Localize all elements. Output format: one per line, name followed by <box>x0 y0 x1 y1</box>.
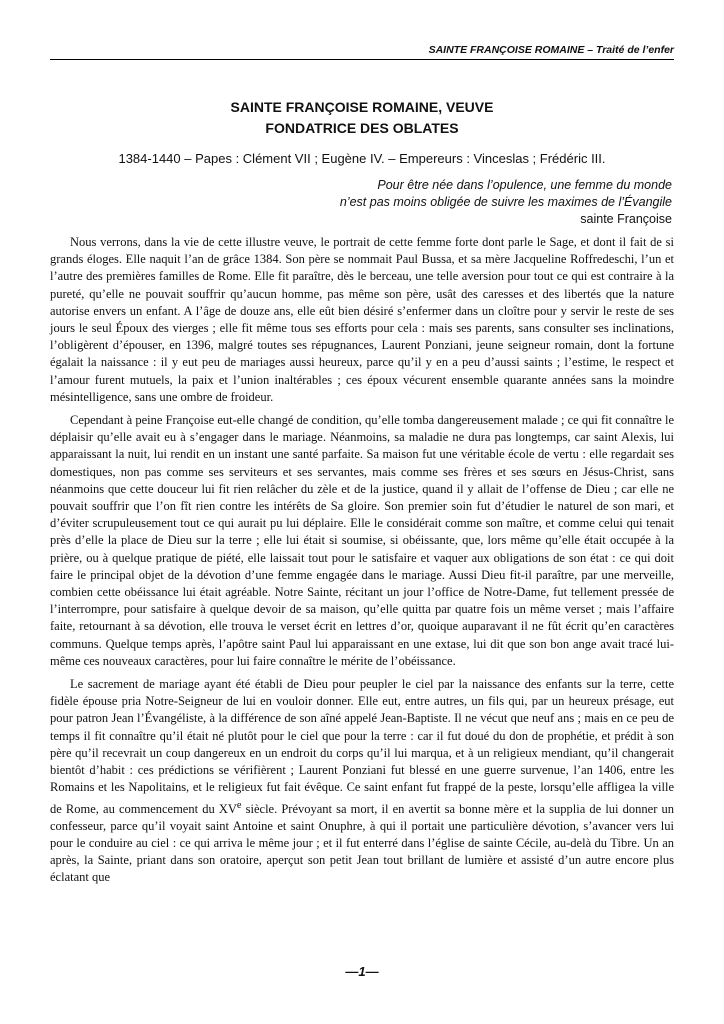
running-header <box>50 44 674 60</box>
epigraph-line-2: n’est pas moins obligée de suivre les maximes de l’Évangile <box>339 195 672 209</box>
dates-line: 1384-1440 – Papes : Clément VII ; Eugène IV. – Empereurs : Vinceslas ; Frédéric III. <box>118 151 606 166</box>
epigraph <box>252 177 672 228</box>
title-line-1: SAINTE FRANÇOISE ROMAINE, VEUVE <box>230 99 494 115</box>
title-line-2: FONDATRICE DES OBLATES <box>265 120 459 136</box>
body-text <box>50 234 674 893</box>
century-superscript: e <box>236 799 242 811</box>
paragraph-1: Nous verrons, dans la vie de cette illustre veuve, le portrait de cette femme forte dont parle le Sage, et dont il fait de si grands éloges. Elle naquit l’an de grâce 1384. Son père se nommait Paul Bussa, et sa mère Jacqueline Roffredeschi, l’un et l’autre des premières familles de Rome. Elle fit paraître, dès le berceau, une telle aversion pour tout ce qui est contraire à la pureté, qu’elle ne pouvait souffrir qu’aucun homme, pas même son père, usât des caresses et des libertés que la nature autorise envers un enfant. A l’âge de douze ans, elle eût bien désiré s’enfermer dans un cloître pour y servir le reste de ses jours le seul Époux des vierges ; elle fit même tous ses efforts pour cela : mais ses parents, sans consulter ses inclinations, l’obligèrent d’épouser, en 1396, malgré toutes ses répugnances, Laurent Ponziani, jeune seigneur romain, dont la fortune égalait la naissance : il y eut peu de mariages aussi heureux, parce qu’il y en a peu d’aussi saints ; l’estime, le respect et l’amour furent mutuels, la paix et l’union inaltérables ; ces époux vécurent ensemble quarante années sans la moindre mésintelligence, sans une ombre de froideur. <box>50 235 674 404</box>
page-number: —1— <box>345 964 379 979</box>
running-header-text: SAINTE FRANÇOISE ROMAINE – Traité de l’enfer <box>428 44 674 56</box>
paragraph-3 <box>50 676 674 887</box>
paragraph-3-part-2: siècle. Prévoyant sa mort, il en avertit sa bonne mère et la supplia de lui donner un confesseur, parce qu’il voyait saint Antoine et saint Onuphre, à qui il portait une particulière dévotion, s’avancer vers lui pour le conduire au ciel : ce qui arriva le même jour ; et il fut enterré dans l’église de sainte Cécile, au-delà du Tibre. Un an après, la Sainte, priant dans son oratoire, aperçut son petit Jean tout brillant de lumière et assisté d’un autre encore plus éclatant que <box>50 801 674 885</box>
paragraph-3-part-1: Le sacrement de mariage ayant été établi de Dieu pour peupler le ciel par la naissance des enfants sur la terre, cette fidèle épouse pria Notre-Seigneur de lui en vouloir donner. Elle eut, entre autres, un fils qui, par un heureux présage, eut pour patron Jean l’Évangéliste, à la différence de son aîné appelé Jean-Baptiste. Il ne vécut que neuf ans ; mais en ce peu de temps il fit connaître qu’il était né plutôt pour le ciel que pour la terre : car il fut doué du don de prophétie, et prédit à son père qu’il recevrait un coup dangereux en un endroit du corps qu’il lui marqua, et à un religieux mendiant, qu’il changerait bientôt d’habit : ces prédictions se vérifièrent ; Laurent Ponziani fut blessé en une guerre survenue, l’an 1406, entre les Romains et les Napolitains, et le religieux fut fait évêque. Ce saint enfant fut frappé de la peste, lorsqu’elle affligea la ville de Rome, au commencement du XV <box>50 677 674 816</box>
paragraph-2: Cependant à peine Françoise eut-elle changé de condition, qu’elle tomba dangereusement malade ; ce qui fit connaître le déplaisir qu’elle avait eu à s’engager dans le mariage. Néanmoins, sa maladie ne dura pas longtemps, car saint Alexis, lui apparaissant la nuit, lui rendit en un instant une santé parfaite. Sa maison fut une véritable école de vertu : elle regardait ses domestiques, non pas comme ses serviteurs et ses servantes, mais comme ses frères et ses sœurs en Jésus-Christ, sans néanmoins que cette douceur lui fit rien relâcher du zèle et de la justice, quand il y allait de l’offense de Dieu ; car elle ne pouvait souffrir que l’on fît rien contre les intérêts de Sa gloire. Son premier soin fut d’étudier le naturel de son mari, et d’éviter scrupuleusement tout ce qui aurait pu lui déplaire. Elle le considérait comme son maître, et comme celui qui tenait près d’elle la place de Dieu sur la terre ; elle lui était si soumise, si obéissante, que, lors même qu’elle était occupée à la prière, ou à quelque pratique de piété, elle laissait tout pour le satisfaire et vaquer aux obligations de son état : ce qui doit faire le principal objet de la dévotion d’une femme engagée dans le mariage. Aussi Dieu fit-il paraître, par une merveille, combien cette obéissance lui était agréable. Notre Sainte, récitant un jour l’office de Notre-Dame, fut tellement pressée de l’interrompre, pour satisfaire à quelque devoir de sa maison, qu’elle quitta par quatre fois un même verset ; mais l’affaire faite, retournant à sa dévotion, elle trouva le verset écrit en lettres d’or, quoique auparavant il ne fût écrit qu’en caractères communs. Quelque temps après, l’apôtre saint Paul lui apparaissant en une extase, lui dit que son bon ange avait tracé lui-même ces nouveaux caractères, pour lui faire connaître le mérite de l’obéissance. <box>50 413 674 668</box>
document-title <box>50 97 674 139</box>
epigraph-attribution: sainte Françoise <box>580 212 672 226</box>
epigraph-line-1: Pour être née dans l’opulence, une femme du monde <box>377 178 672 192</box>
